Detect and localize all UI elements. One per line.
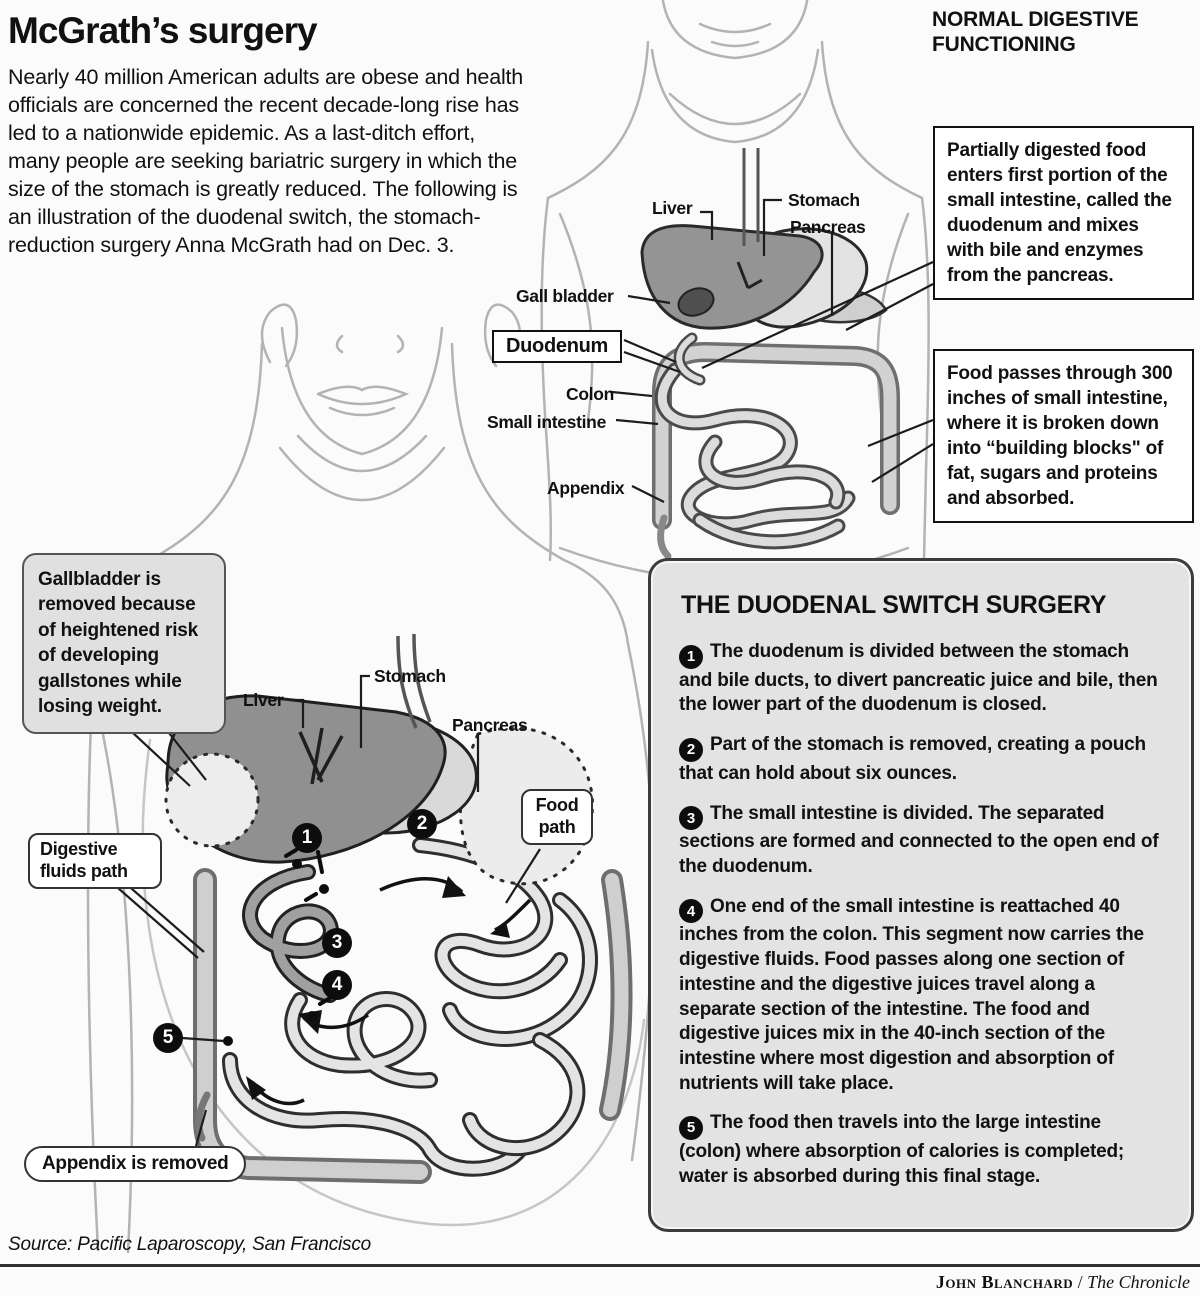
step-marker-2: 2 xyxy=(407,809,437,839)
panel-step-1 xyxy=(679,640,1165,718)
intro-paragraph: Nearly 40 million American adults are obese and health officials are concerned the recent decade-long rise has led to a nationwide epidemic. As a last-ditch effort, many people are seeking bariatric surgery in which the size of the stomach is greatly reduced. The following is an illustration of the duodenal switch, the stomach-reduction surgery Anna McGrath had on Dec. 3. xyxy=(8,65,524,257)
panel-step-4 xyxy=(679,895,1165,1097)
label-liver-upper: Liver xyxy=(652,198,693,218)
label-small-intestine: Small intestine xyxy=(487,412,607,432)
page-title: McGrath’s surgery xyxy=(8,10,317,51)
lower-organs-illustration xyxy=(166,634,622,1172)
panel-step-4-number: 4 xyxy=(679,899,703,923)
panel-step-2 xyxy=(679,733,1165,786)
credit-line xyxy=(936,1272,1190,1293)
panel-step-1-number: 1 xyxy=(679,645,703,669)
panel-step-1-text: The duodenum is divided between the stomach and bile ducts, to divert pancreatic juice and bile, then the lower part of the duodenum is closed. xyxy=(679,641,1158,716)
label-digestive-fluids-path: Digestive fluids path xyxy=(28,833,162,889)
label-liver-lower: Liver xyxy=(243,690,284,710)
appendix-removed-note: Appendix is removed xyxy=(24,1146,246,1182)
credit-name: John Blanchard xyxy=(935,1272,1074,1292)
label-pancreas-lower: Pancreas xyxy=(452,715,528,735)
panel-step-2-text: Part of the stomach is removed, creating a pouch that can hold about six ounces. xyxy=(679,734,1146,784)
label-food-path: Food path xyxy=(521,789,593,845)
label-stomach-lower: Stomach xyxy=(374,666,446,686)
credit-organization: The Chronicle xyxy=(1087,1272,1190,1292)
callout-300-inches: Food passes through 300 inches of small intestine, where it is broken down into “building blocks" of fat, sugars and proteins and absorbed. xyxy=(933,349,1194,523)
label-colon: Colon xyxy=(566,384,615,404)
credit-separator: / xyxy=(1073,1272,1088,1292)
label-pancreas-upper: Pancreas xyxy=(790,217,866,237)
step-marker-1: 1 xyxy=(292,823,322,853)
panel-step-3-text: The small intestine is divided. The separated sections are formed and connected to the open end of the duodenum. xyxy=(679,802,1159,877)
step-marker-4: 4 xyxy=(322,970,352,1000)
panel-heading: THE DUODENAL SWITCH SURGERY xyxy=(681,591,1107,619)
panel-step-3-number: 3 xyxy=(679,806,703,830)
label-duodenum-box: Duodenum xyxy=(492,330,622,363)
label-gall-bladder: Gall bladder xyxy=(516,286,614,306)
panel-step-4-text: One end of the small intestine is reattached 40 inches from the colon. This segment now carries the digestive fluids. Food passes along one section of intestine and the digestive juices travel along a separate section of the intestine. The food and digestive juices mix in the 40-inch section of the intestine where most digestion and absorption of nutrients will take place. xyxy=(679,895,1144,1094)
label-stomach-upper: Stomach xyxy=(788,190,860,210)
gallbladder-removed-note: Gallbladder is removed because of heightened risk of developing gallstones while losing weight. xyxy=(22,553,226,734)
panel-step-5 xyxy=(679,1111,1165,1189)
panel-step-2-number: 2 xyxy=(679,738,703,762)
panel-step-5-text: The food then travels into the large intestine (colon) where absorption of calories is completed; water is absorbed during this final stage. xyxy=(679,1112,1125,1187)
footer-rule xyxy=(0,1264,1200,1267)
step-marker-5: 5 xyxy=(153,1023,183,1053)
step-marker-3: 3 xyxy=(322,928,352,958)
source-line: Source: Pacific Laparoscopy, San Francisco xyxy=(8,1234,371,1255)
label-appendix: Appendix xyxy=(547,478,625,498)
panel-step-5-number: 5 xyxy=(679,1116,703,1140)
normal-digestive-heading: NORMAL DIGESTIVE FUNCTIONING xyxy=(932,8,1139,56)
duodenal-switch-panel xyxy=(648,558,1194,1232)
panel-step-3 xyxy=(679,802,1165,880)
callout-partially-digested: Partially digested food enters first portion of the small intestine, called the duodenum and mixes with bile and enzymes from the pancreas. xyxy=(933,126,1194,300)
